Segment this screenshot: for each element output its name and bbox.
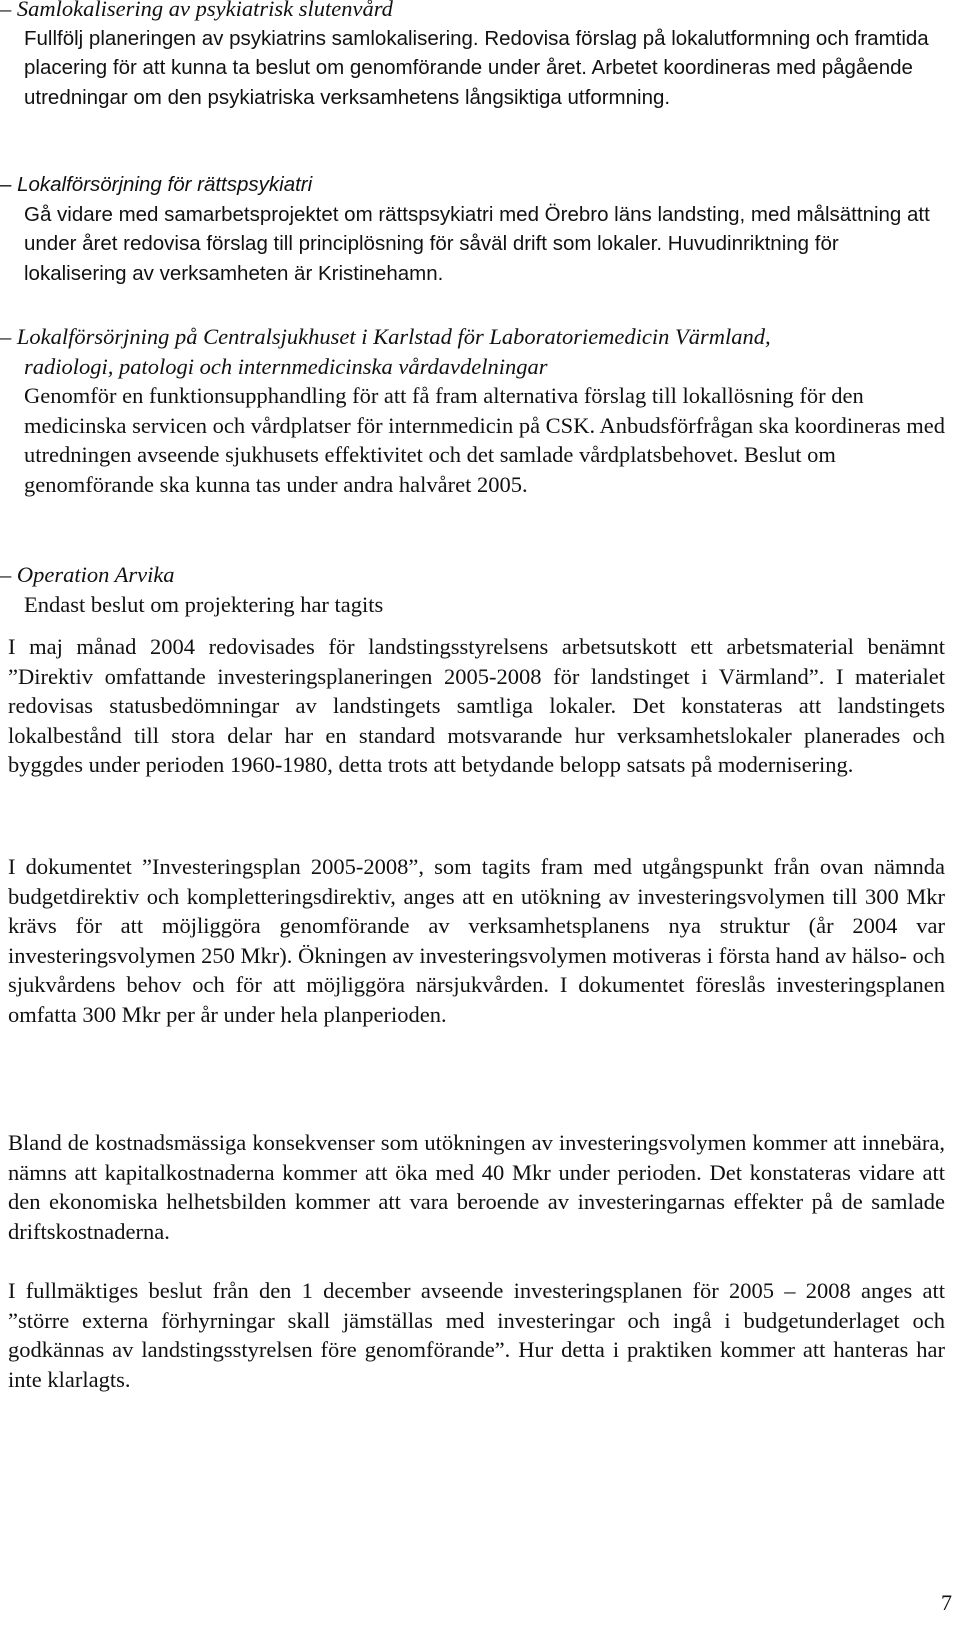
item-heading: – Operation Arvika <box>0 562 175 587</box>
item-body: Endast beslut om projektering har tagits <box>24 591 384 617</box>
list-item-operation-arvika <box>0 560 945 619</box>
item-body: Gå vidare med samarbetsprojektet om rättspsykiatri med Örebro läns landsting, med målsättning att under året redovisa förslag till principlösning för såväl drift som lokaler. Huvudinriktning för lokalisering av verksamheten är Kristinehamn. <box>24 202 930 285</box>
paragraph-kostnadskonsekvenser: Bland de kostnadsmässiga konsekvenser som utökningen av investeringsvolymen kommer att innebära, nämns att kapitalkostnaderna kommer att öka med 40 Mkr under perioden. Det konstateras vidare att den ekonomiska helhetsbilden kommer att vara beroende av investeringarnas effekter på de samlade driftskostnaderna. <box>8 1130 945 1244</box>
item-heading: – Lokalförsörjning på Centralsjukhuset i Karlstad för Laboratoriemedicin Värmland, <box>0 324 771 349</box>
paragraph-direktiv: I maj månad 2004 redovisades för landstingsstyrelsens arbetsutskott ett arbetsmaterial benämnt ”Direktiv omfattande investeringsplaneringen 2005-2008 för landstinget i Värmland”. I materialet redovisas statusbedömningar av landstingets samtliga lokaler. Det konstateras att landstingets lokalbestånd till stora delar har en standard motsvarande hur verksamhetslokaler planerades och byggdes under perioden 1960-1980, detta trots att betydande belopp satsats på modernisering. <box>8 634 945 777</box>
item-heading: – Lokalförsörjning för rättspsykiatri <box>0 173 313 196</box>
item-body: Fullfölj planeringen av psykiatrins samlokalisering. Redovisa förslag på lokalutformning och framtida placering för att kunna ta beslut om genomförande under året. Arbetet koordineras med pågående utredningar om den psykiatriska verksamhetens långsiktiga utformning. <box>24 26 929 109</box>
list-item-centralsjukhuset <box>0 322 945 499</box>
paragraph-investeringsplan: I dokumentet ”Investeringsplan 2005-2008”, som tagits fram med utgångspunkt från ovan nämnda budgetdirektiv och kompletteringsdirektiv, anges att en utökning av investeringsvolymen till 300 Mkr krävs för att möjliggöra genomförande av verksamhetsplanens nya struktur (år 2004 var investeringsvolymen 250 Mkr). Ökningen av investeringsvolymen motiveras i första hand av hälso- och sjukvårdens behov och för att möjliggöra närsjukvården. I dokumentet föreslås investeringsplanen omfatta 300 Mkr per år under hela planperioden. <box>8 854 945 1027</box>
item-heading: – Samlokalisering av psykiatrisk slutenvård <box>0 0 393 21</box>
item-body: Genomför en funktionsupphandling för att få fram alternativa förslag till lokallösning för den medicinska servicen och vårdplatser för internmedicin på CSK. Anbudsförfrågan ska koordineras med utredningen avseende sjukhusets effektivitet och det samlade vårdplatsbehovet. Beslut om genomförande ska kunna tas under andra halvåret 2005. <box>24 383 945 497</box>
list-item-samlokalisering <box>0 0 945 112</box>
item-heading-continued: radiologi, patologi och internmedicinska vårdavdelningar <box>24 353 548 379</box>
page-number: 7 <box>941 1590 952 1615</box>
paragraph-fullmaktige: I fullmäktiges beslut från den 1 december avseende investeringsplanen för 2005 – 2008 anges att ”större externa förhyrningar skall jämställas med investeringar och ingå i budgetunderlaget och godkännas av landstingsstyrelsen före genomförande”. Hur detta i praktiken kommer att hanteras har inte klarlagts. <box>8 1278 945 1392</box>
list-item-rattspsykiatri <box>0 170 945 288</box>
